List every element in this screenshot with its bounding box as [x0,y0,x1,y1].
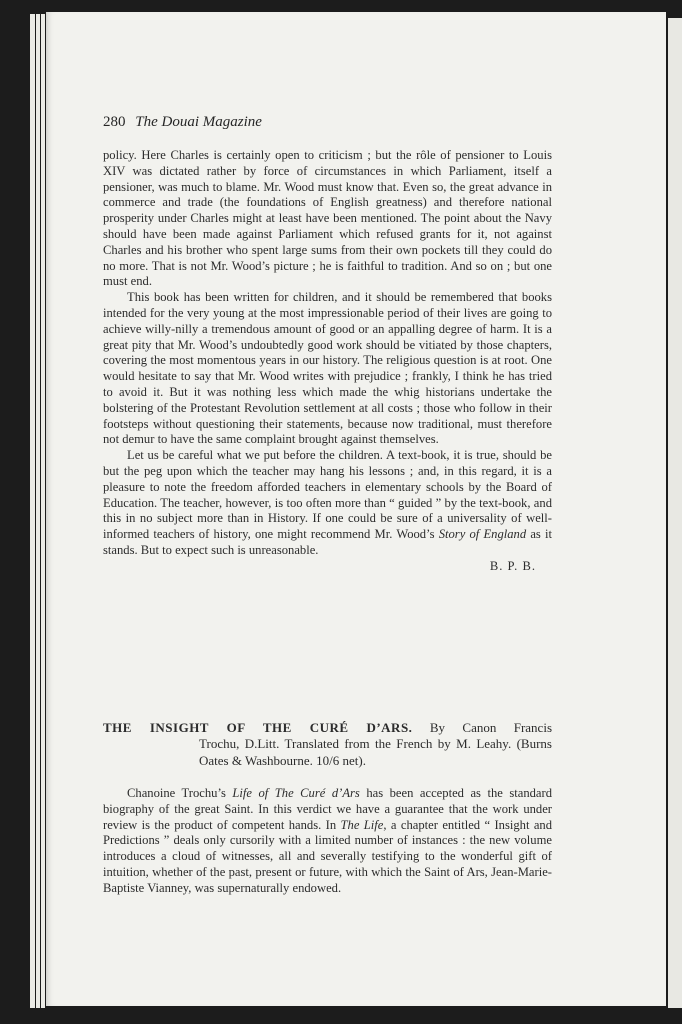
paragraph: Let us be careful what we put before the children. A text-book, it is true, should be but the peg upon which the teacher may hang his lessons ; and, in this regard, it is a pleasure to note the freedom afforded teachers in elementary schools by the Board of Education. The teacher, however, is too often more than “ guided ” by the text-book, and this in no subject more than in History. If one could be sure of a universality of well-informed teachers of history, one might recommend Mr. Wood’s Story of England as it stands. But to expect such is unreasonable. [103,448,553,557]
magazine-title: The Douai Magazine [135,114,262,130]
italic-title: Story of England [438,527,527,542]
heading-first-line [103,720,552,736]
book-title: THE INSIGHT OF THE CURÉ D’ARS. [103,720,413,735]
page-number: 280 [103,114,126,130]
reviewer-signature: B. P. B. [489,558,536,573]
review-continuation [103,148,552,575]
byline-continued: Trochu, D.Litt. Translated from the French by M. Leahy. (Burns Oates & Washbourne. 10/6 net). [199,736,552,768]
page-edge [41,14,45,1008]
paragraph: This book has been written for children, and it should be remembered that books intended for the very young at the most impressionable period of their lives are going to achieve willy-nilly a tremendous amount of good or an appalling degree of harm. It is a great pity that Mr. Wood’s undoubtedly good work should be vitiated by those chapters, covering the most momentous years in our history. The religious question is at root. One would hesitate to say that Mr. Wood writes with prejudice ; frankly, I think he has tried to avoid it. But it was nothing less which made the whig historians undertake the bolstering of the Protestant Revolution settlement at all costs ; those who follow in their footsteps without questioning their statements, because now traditional, must therefore not demur to have the same complaint brought against themselves. [103,290,552,447]
facing-page-edge [668,18,682,1008]
page-edge [36,14,40,1008]
running-head [103,114,262,131]
italic-title: The Life [340,817,384,832]
paragraph: Chanoine Trochu’s Life of The Curé d’Ars has been accepted as the standard biography of the great Saint. In this verdict we have a guarantee that the work under review is the product of competent hands. In The Life, a chapter entitled “ Insight and Predictions ” deals only cursorily with a limited number of instances : the new volume introduces a cloud of witnesses, all and severally testifying to the wonderful gift of intuition, whether of the past, present or future, with which the Saint of Ars, Jean-Marie-Baptiste Vianney, was supernaturally endowed. [103,786,553,895]
italic-title: Life of The Curé d’Ars [232,786,360,800]
review-body [103,786,552,897]
page-edge [30,14,35,1008]
byline-start: By Canon Francis [429,720,552,735]
review-heading [103,720,552,769]
paragraph: policy. Here Charles is certainly open to criticism ; but the rôle of pensioner to Louis XIV was dictated rather by force of circumstances in which Parliament, itself a pensioner, was much to blame. Mr. Wood must know that. Even so, the great advance in commerce and trade (the foundations of English greatness) and therefore national prosperity under Charles might at least have been mentioned. The point about the Navy should have been made against Parliament which refused grants for it, not against Charles and his brother who spent large sums from their own pockets till they could do no more. That is not Mr. Wood’s picture ; he is faithful to tradition. And so on ; but one must end. [103,148,552,289]
